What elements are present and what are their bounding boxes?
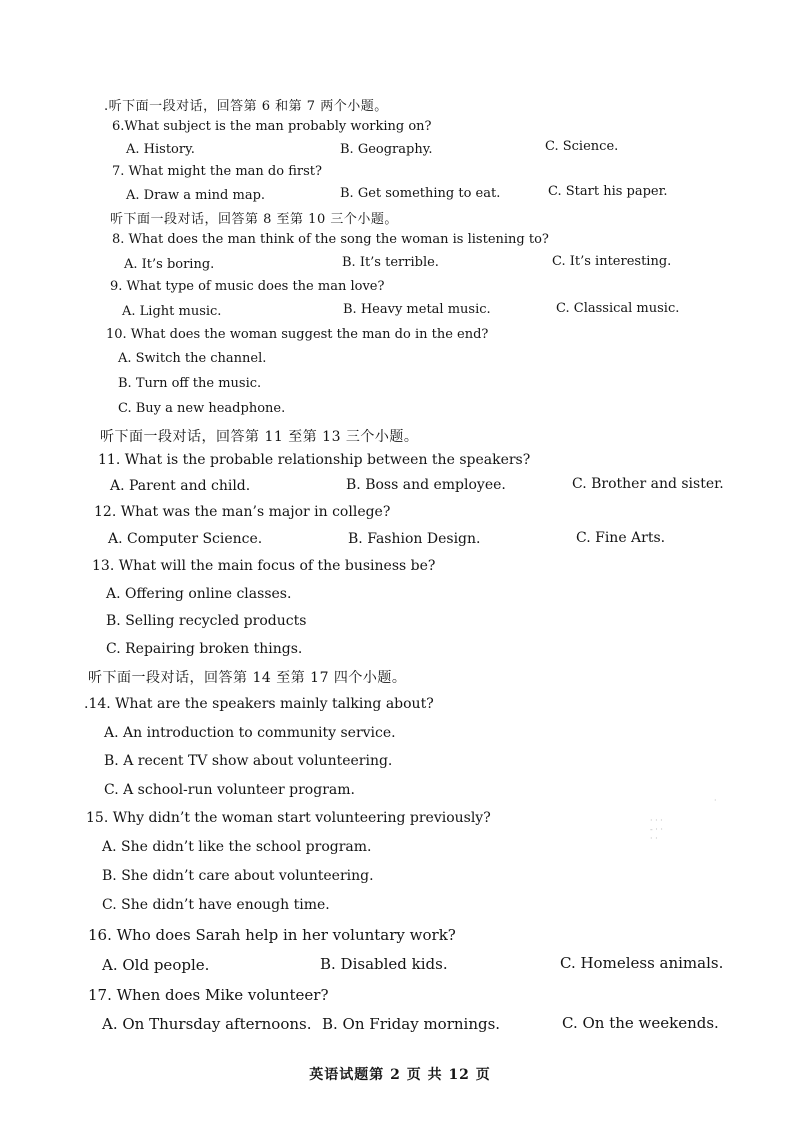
page-footer: 英语试题第 2 页 共 12 页 <box>309 1067 491 1083</box>
question-11-stem: 11. What is the probable relationship between the speakers? <box>98 452 531 468</box>
question-12-stem: 12. What was the man’s major in college? <box>94 504 391 520</box>
question-8-stem: 8. What does the man think of the song the woman is listening to? <box>112 232 549 247</box>
question-10-stem: 10. What does the woman suggest the man do in the end? <box>106 327 489 342</box>
question-13-option-a: A. Offering online classes. <box>106 586 292 602</box>
question-6-stem: 6.What subject is the man probably working on? <box>112 119 432 134</box>
question-10-option-b: B. Turn off the music. <box>118 376 262 391</box>
question-6-option-c: C. Science. <box>545 139 619 154</box>
question-13-option-c: C. Repairing broken things. <box>106 641 303 657</box>
scan-smudge: · · · - · · · · <box>650 816 663 843</box>
question-11-option-a: A. Parent and child. <box>110 478 251 494</box>
question-15-stem: 15. Why didn’t the woman start volunteering previously? <box>86 810 491 826</box>
question-16-option-b: B. Disabled kids. <box>320 955 448 973</box>
question-15-option-a: A. She didn’t like the school program. <box>102 839 372 855</box>
question-9-option-b: B. Heavy metal music. <box>343 302 491 317</box>
question-16-option-a: A. Old people. <box>102 956 210 974</box>
question-13-option-b: B. Selling recycled products <box>106 613 307 629</box>
question-12-option-a: A. Computer Science. <box>108 531 263 547</box>
question-11-option-b: B. Boss and employee. <box>346 477 506 493</box>
scan-smudge: · <box>714 796 717 805</box>
question-7-option-c: C. Start his paper. <box>548 184 668 199</box>
question-14-stem: .14. What are the speakers mainly talking about? <box>84 696 434 712</box>
question-17-stem: 17. When does Mike volunteer? <box>88 986 329 1004</box>
question-8-option-b: B. It’s terrible. <box>342 255 439 270</box>
question-13-stem: 13. What will the main focus of the business be? <box>92 558 436 574</box>
question-15-option-b: B. She didn’t care about volunteering. <box>102 868 374 884</box>
question-6-option-b: B. Geography. <box>340 142 433 157</box>
question-14-option-b: B. A recent TV show about volunteering. <box>104 753 393 769</box>
section-heading-q11-13: 听下面一段对话，回答第 11 至第 13 三个小题。 <box>100 429 419 445</box>
question-15-option-c: C. She didn’t have enough time. <box>102 897 330 913</box>
question-6-option-a: A. History. <box>126 142 195 157</box>
question-14-option-c: C. A school-run volunteer program. <box>104 782 355 798</box>
section-heading-q14-17: 听下面一段对话，回答第 14 至第 17 四个小题。 <box>88 670 407 686</box>
question-7-option-a: A. Draw a mind map. <box>126 188 266 203</box>
question-8-option-a: A. It’s boring. <box>124 257 215 272</box>
section-heading-q8-10: 听下面一段对话，回答第 8 至第 10 三个小题。 <box>110 212 398 227</box>
question-8-option-c: C. It’s interesting. <box>552 254 672 269</box>
question-17-option-b: B. On Friday mornings. <box>322 1015 501 1033</box>
question-12-option-b: B. Fashion Design. <box>348 531 481 547</box>
question-9-option-a: A. Light music. <box>122 304 222 319</box>
question-10-option-a: A. Switch the channel. <box>118 351 267 366</box>
question-12-option-c: C. Fine Arts. <box>576 530 666 546</box>
question-7-option-b: B. Get something to eat. <box>340 186 501 201</box>
section-heading-q6-7: .听下面一段对话，回答第 6 和第 7 两个小题。 <box>104 99 388 114</box>
question-11-option-c: C. Brother and sister. <box>572 476 724 492</box>
question-17-option-a: A. On Thursday afternoons. <box>102 1015 312 1033</box>
question-10-option-c: C. Buy a new headphone. <box>118 401 286 416</box>
question-9-stem: 9. What type of music does the man love? <box>110 279 385 294</box>
question-17-option-c: C. On the weekends. <box>562 1014 719 1032</box>
question-16-stem: 16. Who does Sarah help in her voluntary work? <box>88 926 456 944</box>
question-14-option-a: A. An introduction to community service. <box>104 725 396 741</box>
question-16-option-c: C. Homeless animals. <box>560 954 724 972</box>
question-9-option-c: C. Classical music. <box>556 301 680 316</box>
question-7-stem: 7. What might the man do first? <box>112 164 322 179</box>
